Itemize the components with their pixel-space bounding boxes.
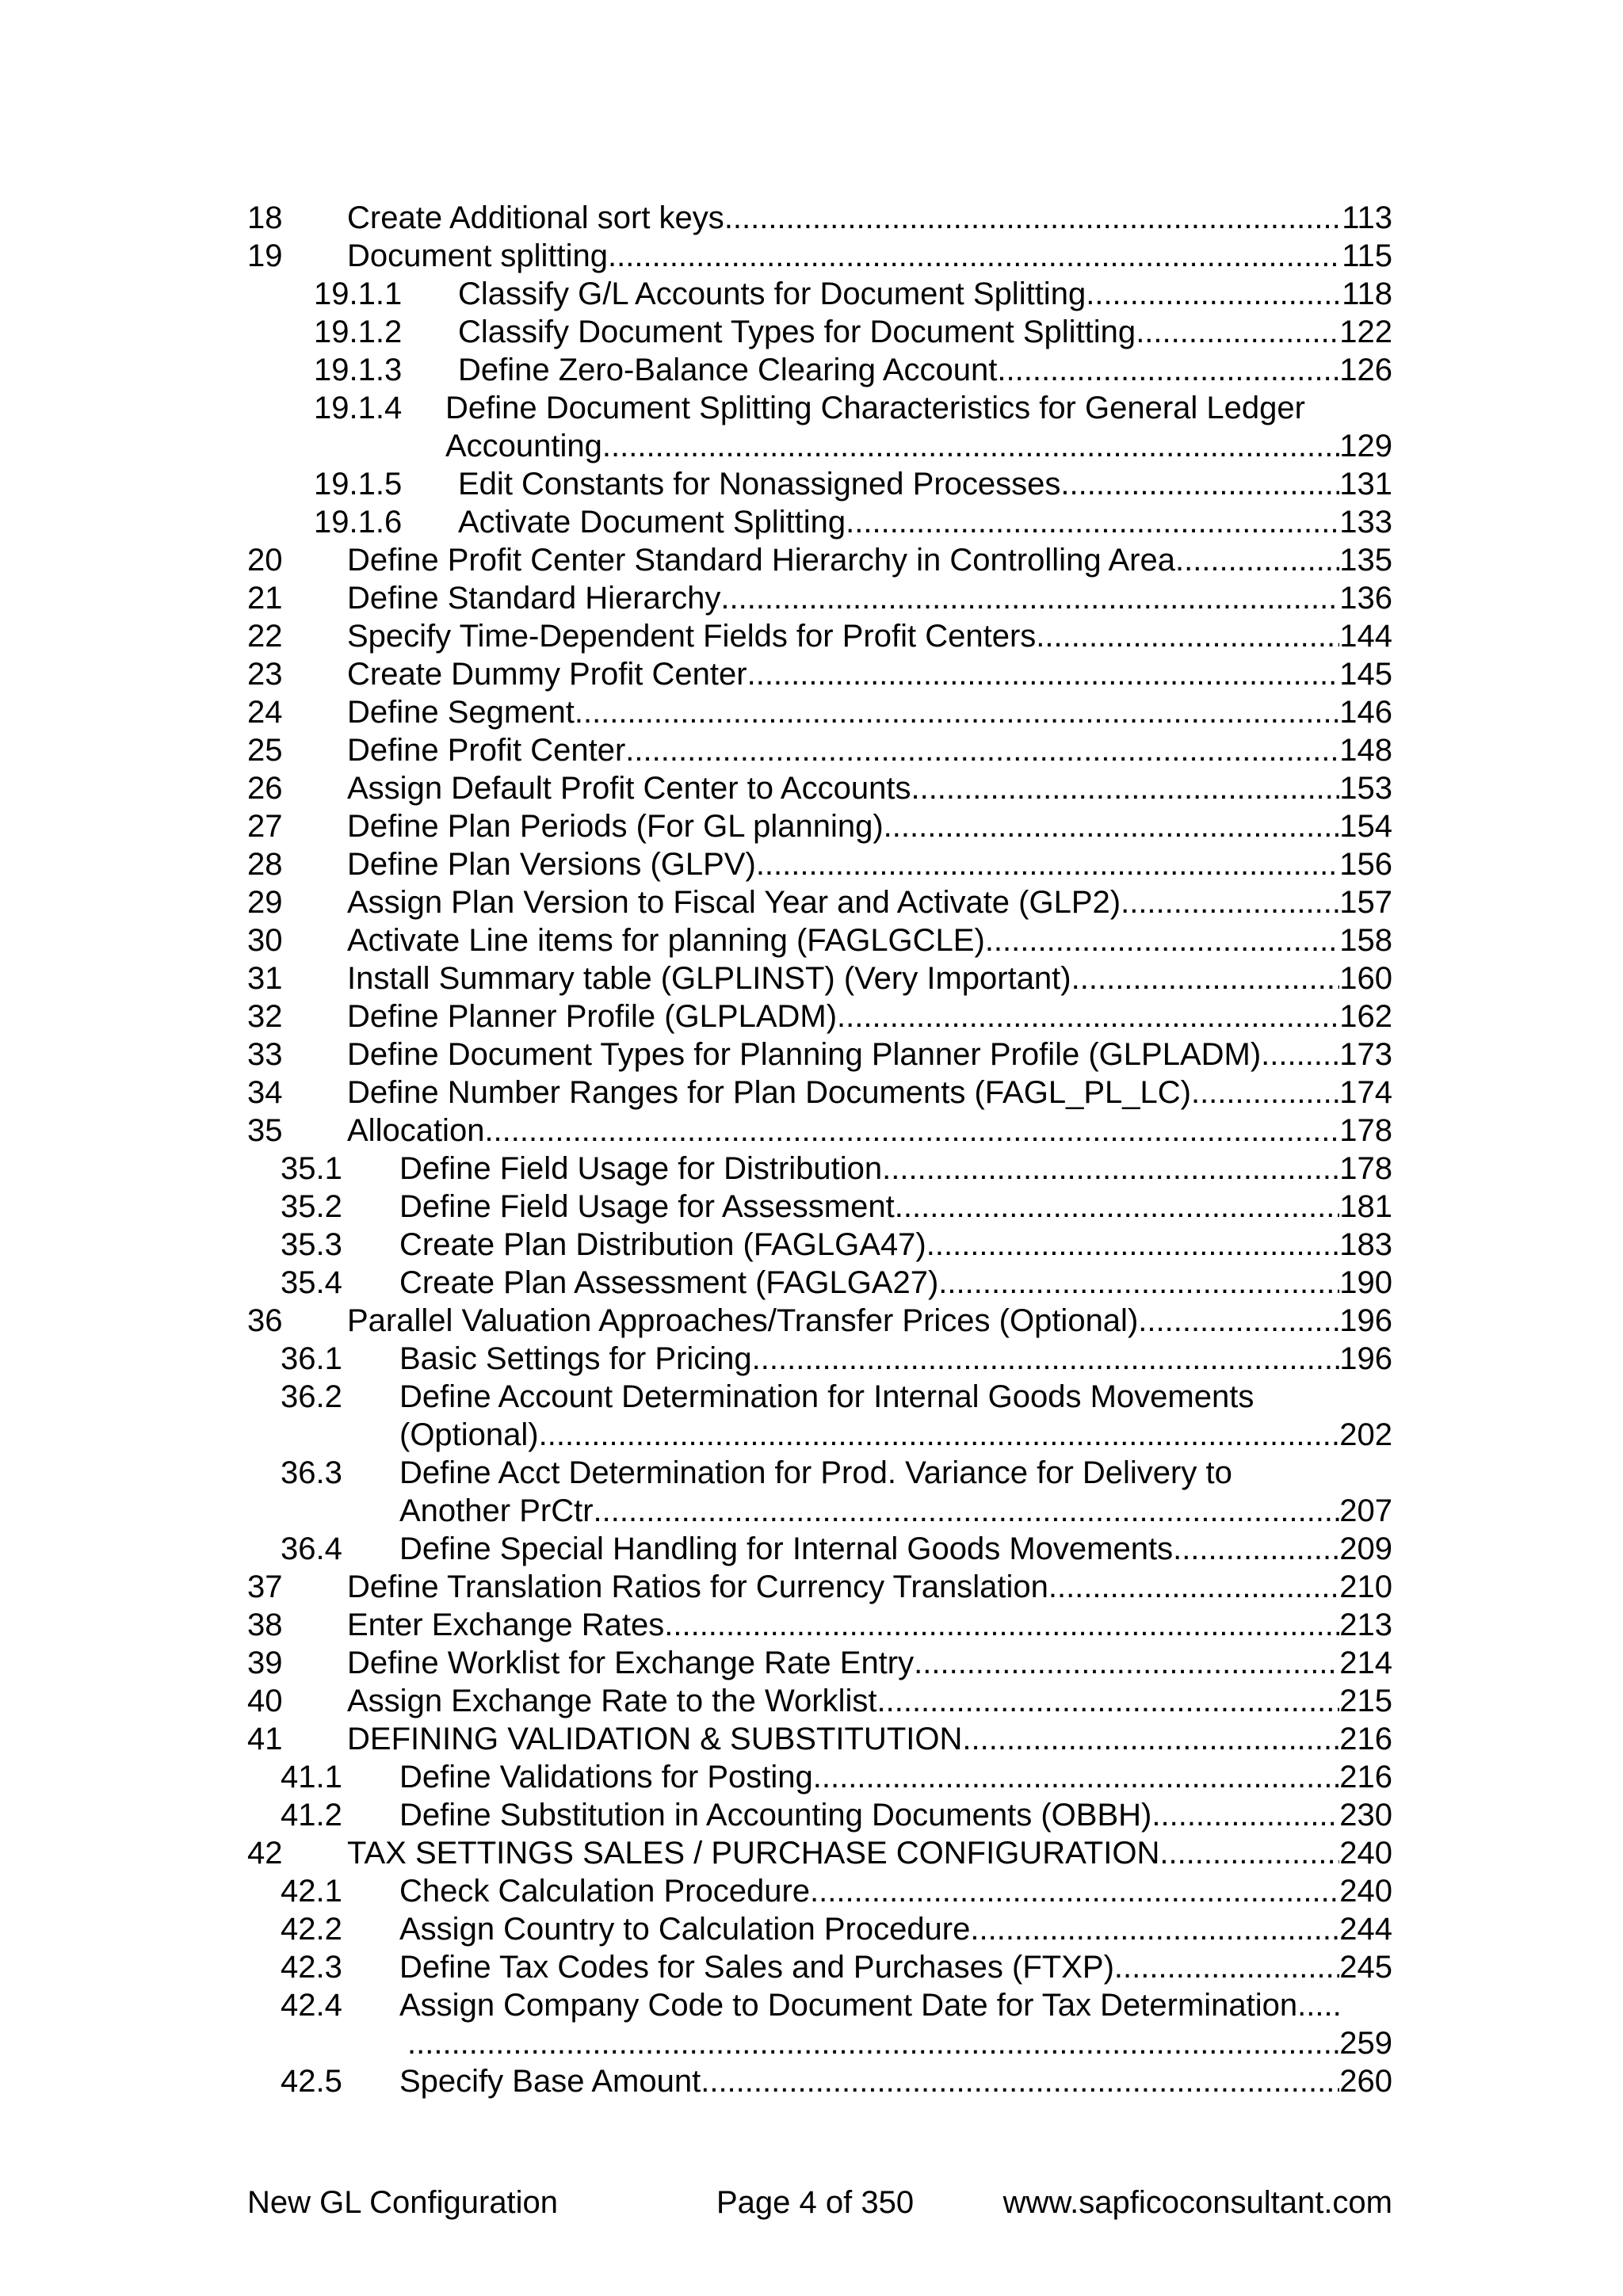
toc-dot-leader <box>876 1682 1339 1720</box>
toc-entry-number: 38 <box>247 1608 283 1642</box>
toc-entry-page: 215 <box>1339 1684 1392 1718</box>
toc-dot-leader <box>1138 1302 1339 1340</box>
toc-entry-page: 154 <box>1339 809 1392 844</box>
toc-entry[interactable] <box>247 1568 1392 1606</box>
footer-page-number: Page 4 of 350 <box>716 2185 915 2220</box>
toc-entry-number: 36.1 <box>281 1341 342 1376</box>
toc-dot-leader <box>1071 959 1340 997</box>
toc-entry-title: Define Segment <box>347 695 575 730</box>
toc-dot-leader <box>884 807 1340 845</box>
toc-entry-number: 19.1.1 <box>314 277 403 311</box>
toc-entry-page: 196 <box>1339 1341 1392 1376</box>
toc-dot-leader <box>608 237 1342 275</box>
toc-dot-leader <box>1036 617 1339 655</box>
toc-dot-leader <box>810 1872 1339 1910</box>
toc-entry-number: 42.1 <box>281 1874 342 1909</box>
toc-entry-number: 19 <box>247 238 283 273</box>
toc-dot-leader <box>895 1188 1340 1226</box>
toc-entry-title: TAX SETTINGS SALES / PURCHASE CONFIGURATION <box>347 1836 1160 1871</box>
toc-entry[interactable] <box>247 351 1392 389</box>
toc-dot-leader <box>720 579 1339 617</box>
toc-entry-title: DEFINING VALIDATION & SUBSTITUTION <box>347 1722 963 1756</box>
toc-dot-leader <box>914 1644 1339 1682</box>
toc-entry-page: 136 <box>1339 581 1392 616</box>
toc-entry-page: 214 <box>1339 1646 1392 1680</box>
toc-entry-page: 126 <box>1339 353 1392 387</box>
toc-entry-title: Check Calculation Procedure <box>399 1874 811 1909</box>
toc-dot-leader <box>724 199 1342 237</box>
toc-entry[interactable] <box>247 1340 1392 1378</box>
toc-entry[interactable] <box>247 883 1392 921</box>
toc-dot-leader <box>602 427 1339 465</box>
toc-entry-title: Define Document Splitting Characteristics for General Ledger <box>445 391 1305 425</box>
toc-entry-page: 178 <box>1339 1113 1392 1148</box>
toc-entry-title: Assign Company Code to Document Date for Tax Determination..... <box>399 1988 1342 2023</box>
toc-entry-title: Create Plan Assessment (FAGLGA27) <box>399 1265 939 1300</box>
toc-entry-number: 19.1.6 <box>314 505 403 540</box>
toc-entry[interactable] <box>247 199 1392 237</box>
toc-entry-title: Enter Exchange Rates <box>347 1608 665 1642</box>
toc-dot-leader <box>1159 1834 1339 1872</box>
toc-entry[interactable] <box>247 1530 1392 1568</box>
toc-entry-number: 25 <box>247 733 283 768</box>
toc-entry-number: 20 <box>247 543 283 578</box>
toc-dot-leader <box>1121 883 1339 921</box>
toc-entry-title: Define Plan Versions (GLPV) <box>347 847 756 882</box>
toc-entry-page: 178 <box>1339 1151 1392 1186</box>
toc-entry[interactable] <box>247 655 1392 693</box>
toc-dot-leader <box>926 1226 1340 1264</box>
toc-dot-leader <box>539 1416 1340 1454</box>
toc-entry[interactable] <box>247 2062 1392 2100</box>
toc-dot-leader <box>882 1150 1339 1188</box>
toc-entry-title: Define Acct Determination for Prod. Variance for Delivery to <box>399 1455 1232 1490</box>
toc-entry-title: Install Summary table (GLPLINST) (Very Important) <box>347 961 1071 996</box>
toc-entry-title-continued: Another PrCtr <box>399 1493 594 1528</box>
toc-entry-number: 40 <box>247 1684 283 1718</box>
toc-entry-number: 27 <box>247 809 283 844</box>
toc-entry-number: 36 <box>247 1303 283 1338</box>
toc-entry-number: 35.1 <box>281 1151 342 1186</box>
toc-entry[interactable] <box>247 1834 1392 1872</box>
toc-entry-page: 174 <box>1339 1075 1392 1110</box>
toc-entry-page: 196 <box>1339 1303 1392 1338</box>
toc-entry-title: Activate Document Splitting <box>458 505 846 540</box>
toc-entry[interactable] <box>247 997 1392 1035</box>
toc-entry-title: Specify Base Amount <box>399 2064 701 2099</box>
toc-dot-leader <box>1261 1035 1339 1074</box>
toc-entry-number: 18 <box>247 200 283 235</box>
toc-entry-page: 162 <box>1339 999 1392 1034</box>
toc-entry-page: 230 <box>1339 1798 1392 1833</box>
toc-entry-number: 42 <box>247 1836 283 1871</box>
toc-entry[interactable] <box>247 1758 1392 1796</box>
toc-entry[interactable] <box>247 1986 1392 2062</box>
toc-entry-title: Define Profit Center Standard Hierarchy in Controlling Area. <box>347 543 1185 578</box>
toc-entry-number: 28 <box>247 847 283 882</box>
toc-entry-number: 36.3 <box>281 1455 342 1490</box>
toc-entry-title: Define Worklist for Exchange Rate Entry <box>347 1646 915 1680</box>
toc-entry-page: 207 <box>1339 1493 1392 1528</box>
toc-dot-leader <box>1173 1530 1339 1568</box>
toc-entry-number: 29 <box>247 885 283 920</box>
toc-entry[interactable] <box>247 1074 1392 1112</box>
toc-entry-number: 39 <box>247 1646 283 1680</box>
toc-entry-number: 36.4 <box>281 1531 342 1566</box>
toc-dot-leader <box>970 1910 1339 1948</box>
toc-entry-number: 19.1.5 <box>314 467 403 502</box>
toc-entry-number: 24 <box>247 695 283 730</box>
toc-entry[interactable] <box>247 769 1392 807</box>
toc-entry[interactable] <box>247 1035 1392 1074</box>
toc-entry-page: 158 <box>1339 923 1392 958</box>
toc-entry-title: Define Account Determination for Internal Goods Movements <box>399 1379 1254 1414</box>
toc-entry-title: Define Number Ranges for Plan Documents (FAGL_PL_LC) <box>347 1075 1191 1110</box>
toc-entry[interactable] <box>247 1796 1392 1834</box>
toc-entry[interactable] <box>247 1910 1392 1948</box>
toc-entry[interactable] <box>247 503 1392 541</box>
toc-entry-number: 41 <box>247 1722 283 1756</box>
toc-entry-page: 202 <box>1339 1417 1392 1452</box>
toc-entry-page: 153 <box>1339 771 1392 806</box>
toc-entry-number: 37 <box>247 1569 283 1604</box>
toc-entry-title-continued: Accounting <box>445 429 602 463</box>
toc-dot-leader <box>756 845 1339 883</box>
toc-entry[interactable] <box>247 1378 1392 1454</box>
toc-entry[interactable] <box>247 1682 1392 1720</box>
toc-entry-title: Classify Document Types for Document Splitting <box>458 315 1136 349</box>
toc-dot-leader <box>1060 465 1339 503</box>
toc-entry-number: 23 <box>247 657 283 692</box>
toc-entry-title: Define Zero-Balance Clearing Account <box>458 353 998 387</box>
toc-entry-page: 240 <box>1339 1836 1392 1871</box>
toc-dot-leader <box>1048 1568 1339 1606</box>
toc-entry[interactable] <box>247 389 1392 465</box>
toc-entry[interactable] <box>247 275 1392 313</box>
toc-entry-page: 181 <box>1339 1189 1392 1224</box>
toc-entry-page: 156 <box>1339 847 1392 882</box>
toc-dot-leader <box>575 693 1339 731</box>
toc-entry-number: 41.1 <box>281 1760 342 1794</box>
toc-dot-leader <box>625 731 1339 769</box>
toc-dot-leader <box>752 1340 1340 1378</box>
toc-dot-leader <box>1086 275 1342 313</box>
toc-entry-number: 35.4 <box>281 1265 342 1300</box>
toc-entry-title: Define Plan Periods (For GL planning) <box>347 809 884 844</box>
toc-dot-leader <box>1151 1796 1339 1834</box>
toc-entry-number: 41.2 <box>281 1798 342 1833</box>
toc-entry-page: 245 <box>1339 1950 1392 1985</box>
toc-entry-page: 216 <box>1339 1722 1392 1756</box>
toc-entry[interactable] <box>247 313 1392 351</box>
toc-entry[interactable] <box>247 1948 1392 1986</box>
toc-entry-page: 122 <box>1339 315 1392 349</box>
toc-dot-leader <box>837 997 1339 1035</box>
toc-entry[interactable] <box>247 1644 1392 1682</box>
toc-entry-number: 26 <box>247 771 283 806</box>
toc-dot-leader <box>911 769 1339 807</box>
toc-entry-title: Define Substitution in Accounting Documents (OBBH) <box>399 1798 1152 1833</box>
toc-entry-number: 19.1.2 <box>314 315 403 349</box>
toc-entry-page: 209 <box>1339 1531 1392 1566</box>
toc-dot-leader <box>594 1492 1340 1530</box>
toc-entry-page: 145 <box>1339 657 1392 692</box>
toc-entry-title: Define Tax Codes for Sales and Purchases (FTXP) <box>399 1950 1114 1985</box>
toc-dot-leader <box>985 921 1339 959</box>
toc-entry-title: Assign Country to Calculation Procedure <box>399 1912 971 1947</box>
toc-entry-page: 259 <box>1339 2026 1392 2061</box>
toc-dot-leader <box>846 503 1339 541</box>
toc-entry[interactable] <box>247 465 1392 503</box>
toc-entry-page: 129 <box>1339 429 1392 463</box>
toc-entry[interactable] <box>247 807 1392 845</box>
toc-dot-leader <box>701 2062 1339 2100</box>
toc-entry[interactable] <box>247 1606 1392 1644</box>
toc-entry-page: 118 <box>1342 277 1392 311</box>
toc-entry-page: 131 <box>1339 467 1392 502</box>
toc-entry-title: Create Additional sort keys <box>347 200 724 235</box>
toc-entry-number: 32 <box>247 999 283 1034</box>
toc-entry-page: 133 <box>1339 505 1392 540</box>
toc-entry-number: 42.4 <box>281 1988 342 2023</box>
toc-dot-leader <box>997 351 1339 389</box>
toc-entry[interactable] <box>247 1188 1392 1226</box>
toc-entry-page: 135 <box>1339 543 1392 578</box>
toc-entry-page: 160 <box>1339 961 1392 996</box>
toc-entry-title: Define Planner Profile (GLPLADM) <box>347 999 838 1034</box>
toc-entry-title: Classify G/L Accounts for Document Splitting <box>458 277 1086 311</box>
toc-entry-title: Define Document Types for Planning Planner Profile (GLPLADM) <box>347 1037 1262 1072</box>
toc-entry[interactable] <box>247 959 1392 997</box>
toc-entry[interactable] <box>247 1720 1392 1758</box>
toc-entry[interactable] <box>247 731 1392 769</box>
toc-entry[interactable] <box>247 845 1392 883</box>
toc-dot-leader <box>1191 1074 1339 1112</box>
toc-entry-title: Define Profit Center <box>347 733 626 768</box>
toc-entry-title: Define Special Handling for Internal Goods Movements <box>399 1531 1174 1566</box>
toc-entry-number: 42.3 <box>281 1950 342 1985</box>
toc-entry-page: 213 <box>1339 1608 1392 1642</box>
toc-dot-leader <box>407 2024 1339 2062</box>
toc-entry-page: 115 <box>1342 238 1392 273</box>
toc-entry-number: 35 <box>247 1113 283 1148</box>
toc-dot-leader <box>1136 313 1339 351</box>
toc-entry[interactable] <box>247 1112 1392 1150</box>
toc-entry-page: 216 <box>1339 1760 1392 1794</box>
toc-entry-title: Activate Line items for planning (FAGLGCLE) <box>347 923 985 958</box>
toc-entry-title: Create Dummy Profit Center <box>347 657 747 692</box>
toc-entry-title: Basic Settings for Pricing <box>399 1341 752 1376</box>
toc-entry-number: 21 <box>247 581 283 616</box>
toc-entry-number: 33 <box>247 1037 283 1072</box>
toc-entry-title-continued: (Optional) <box>399 1417 539 1452</box>
toc-entry-number: 19.1.3 <box>314 353 403 387</box>
toc-entry-number: 35.2 <box>281 1189 342 1224</box>
toc-dot-leader <box>1114 1948 1339 1986</box>
toc-entry-number: 31 <box>247 961 283 996</box>
table-of-contents <box>247 199 1392 2100</box>
toc-entry[interactable] <box>247 921 1392 959</box>
toc-entry-page: 173 <box>1339 1037 1392 1072</box>
toc-entry[interactable] <box>247 1302 1392 1340</box>
toc-entry-title: Specify Time-Dependent Fields for Profit Centers <box>347 619 1037 654</box>
toc-entry-number: 19.1.4 <box>314 391 403 425</box>
toc-entry[interactable] <box>247 617 1392 655</box>
toc-entry[interactable] <box>247 1264 1392 1302</box>
toc-entry-title: Assign Plan Version to Fiscal Year and Activate (GLP2) <box>347 885 1121 920</box>
toc-entry[interactable] <box>247 1226 1392 1264</box>
toc-dot-leader <box>1184 541 1339 579</box>
toc-dot-leader <box>747 655 1340 693</box>
footer-document-title: New GL Configuration <box>247 2185 559 2220</box>
toc-entry[interactable] <box>247 237 1392 275</box>
toc-dot-leader <box>962 1720 1339 1758</box>
toc-entry[interactable] <box>247 579 1392 617</box>
toc-entry-number: 35.3 <box>281 1227 342 1262</box>
toc-entry[interactable] <box>247 1454 1392 1530</box>
toc-entry-title: Create Plan Distribution (FAGLGA47) <box>399 1227 926 1262</box>
toc-entry[interactable] <box>247 693 1392 731</box>
toc-entry-page: 146 <box>1339 695 1392 730</box>
toc-entry[interactable] <box>247 1150 1392 1188</box>
toc-entry-page: 183 <box>1339 1227 1392 1262</box>
toc-entry-page: 260 <box>1339 2064 1392 2099</box>
toc-entry-title: Allocation <box>347 1113 485 1148</box>
toc-entry-title: Assign Default Profit Center to Accounts <box>347 771 911 806</box>
toc-entry-title: Define Validations for Posting <box>399 1760 813 1794</box>
toc-entry-number: 42.2 <box>281 1912 342 1947</box>
toc-entry-page: 144 <box>1339 619 1392 654</box>
toc-entry-number: 42.5 <box>281 2064 342 2099</box>
toc-dot-leader <box>664 1606 1339 1644</box>
toc-dot-leader <box>484 1112 1339 1150</box>
toc-entry-page: 113 <box>1342 200 1392 235</box>
toc-dot-leader <box>813 1758 1339 1796</box>
toc-dot-leader <box>938 1264 1339 1302</box>
toc-entry-title: Define Translation Ratios for Currency Translation <box>347 1569 1048 1604</box>
toc-entry-title: Define Field Usage for Distribution <box>399 1151 883 1186</box>
toc-entry-number: 30 <box>247 923 283 958</box>
toc-entry-number: 34 <box>247 1075 283 1110</box>
toc-entry[interactable] <box>247 541 1392 579</box>
footer-website: www.sapficoconsultant.com <box>1002 2185 1392 2220</box>
toc-entry-title: Edit Constants for Nonassigned Processes <box>458 467 1061 502</box>
toc-entry-page: 157 <box>1339 885 1392 920</box>
toc-entry-title: Define Standard Hierarchy <box>347 581 721 616</box>
toc-entry-number: 36.2 <box>281 1379 342 1414</box>
toc-entry-page: 190 <box>1339 1265 1392 1300</box>
toc-entry-title: Define Field Usage for Assessment <box>399 1189 895 1224</box>
toc-entry-number: 22 <box>247 619 283 654</box>
toc-entry-title: Assign Exchange Rate to the Worklist <box>347 1684 877 1718</box>
toc-entry-title: Parallel Valuation Approaches/Transfer Prices (Optional) <box>347 1303 1139 1338</box>
toc-entry[interactable] <box>247 1872 1392 1910</box>
toc-entry-page: 244 <box>1339 1912 1392 1947</box>
toc-entry-page: 240 <box>1339 1874 1392 1909</box>
toc-entry-title: Document splitting <box>347 238 609 273</box>
toc-entry-page: 210 <box>1339 1569 1392 1604</box>
toc-entry-page: 148 <box>1339 733 1392 768</box>
